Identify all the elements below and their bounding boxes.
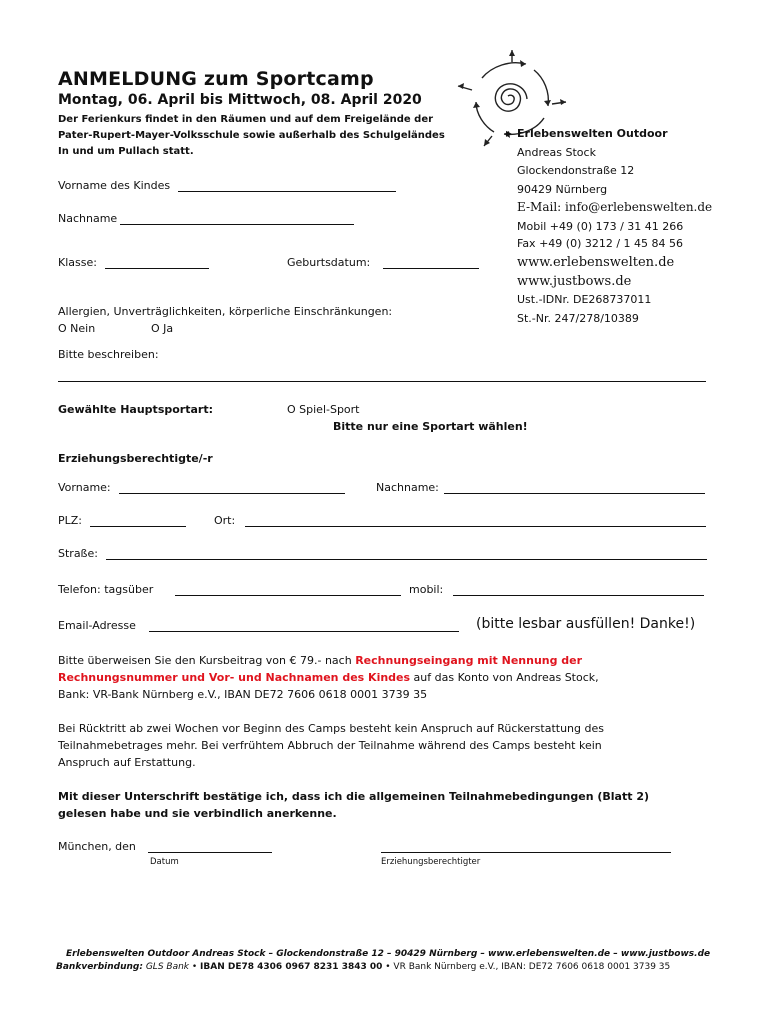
footer-iban-1: IBAN DE78 4306 0967 8231 3843 00 — [200, 962, 383, 972]
sport-option[interactable]: O Spiel-Sport — [287, 403, 360, 416]
phone-mobile-label: mobil: — [409, 583, 444, 596]
guardian-first-name-label: Vorname: — [58, 481, 111, 494]
city-label: Ort: — [214, 514, 236, 527]
footer-bank-2: • VR Bank Nürnberg e.V., IBAN: DE72 7606 0618 0001 3739 35 — [382, 962, 671, 972]
street-field[interactable] — [106, 559, 707, 560]
signer-caption: Erziehungsberechtigter — [381, 857, 481, 867]
legible-note: (bitte lesbar ausfüllen! Danke!) — [476, 616, 696, 632]
zip-label: PLZ: — [58, 514, 83, 527]
organizer-mobile: Mobil +49 (0) 173 / 31 41 266 — [517, 220, 684, 233]
organizer-name: Erlebenswelten Outdoor — [517, 127, 668, 140]
location-line-2: Pater-Rupert-Mayer-Volksschule sowie außerhalb des Schulgeländes — [58, 130, 445, 141]
organizer-city: 90429 Nürnberg — [517, 183, 608, 196]
cancellation-line-3: Anspruch auf Erstattung. — [58, 756, 196, 769]
birth-date-field[interactable] — [383, 268, 479, 269]
cancellation-line-1: Bei Rücktritt ab zwei Wochen vor Beginn des Camps besteht kein Anspruch auf Rückerstattung des — [58, 722, 604, 735]
consent-line-1: Mit dieser Unterschrift bestätige ich, dass ich die allgemeinen Teilnahmebedingungen (Blatt 2) — [58, 790, 650, 803]
guardian-last-name-label: Nachname: — [376, 481, 439, 494]
organizer-street: Glockendonstraße 12 — [517, 164, 635, 177]
street-label: Straße: — [58, 547, 98, 560]
payment-highlight-2: Rechnungsnummer und Vor- und Nachnamen des Kindes — [58, 671, 411, 684]
class-label: Klasse: — [58, 256, 97, 269]
form-title: ANMELDUNG zum Sportcamp — [58, 68, 374, 90]
email-field[interactable] — [149, 631, 459, 632]
consent-line-2: gelesen habe und sie verbindlich anerkenne. — [58, 807, 337, 820]
zip-field[interactable] — [90, 526, 186, 527]
date-caption: Datum — [150, 857, 179, 867]
organizer-tax: St.-Nr. 247/278/10389 — [517, 312, 639, 325]
payment-line-2 — [58, 671, 599, 684]
place-date-label: München, den — [58, 840, 136, 853]
organizer-fax: Fax +49 (0) 3212 / 1 45 84 56 — [517, 237, 684, 250]
cancellation-line-2: Teilnahmebetrages mehr. Bei verfrühtem Abbruch der Teilnahme während des Camps besteht kein — [58, 739, 602, 752]
payment-line-1 — [58, 654, 582, 667]
location-line-1: Der Ferienkurs findet in den Räumen und auf dem Freigelände der — [58, 114, 434, 125]
organizer-email — [517, 200, 712, 214]
child-first-name-label: Vorname des Kindes — [58, 179, 171, 192]
phone-day-label: Telefon: tagsüber — [58, 583, 154, 596]
logo-arrow-icon: ▸ — [506, 126, 513, 140]
child-first-name-field[interactable] — [178, 191, 396, 192]
location-line-3: In und um Pullach statt. — [58, 146, 194, 157]
organizer-web-1: www.erlebenswelten.de — [517, 255, 675, 270]
guardian-heading: Erziehungsberechtigte/-r — [58, 452, 213, 465]
organizer-email-text: E-Mail: info@erlebenswelten.de — [517, 200, 713, 214]
payment-line-3: Bank: VR-Bank Nürnberg e.V., IBAN DE72 7606 0618 0001 3739 35 — [58, 688, 428, 701]
footer-address: Erlebenswelten Outdoor Andreas Stock – Glockendonstraße 12 – 90429 Nürnberg – www.erlebenswelten.de – www.justbows.de — [66, 949, 711, 959]
guardian-first-name-field[interactable] — [119, 493, 345, 494]
allergies-option-no[interactable]: O Nein — [58, 322, 96, 335]
organizer-person: Andreas Stock — [517, 146, 596, 159]
sport-note: Bitte nur eine Sportart wählen! — [333, 420, 528, 433]
email-label: Email-Adresse — [58, 619, 136, 632]
organizer-web-2: www.justbows.de — [517, 274, 632, 289]
camp-dates: Montag, 06. April bis Mittwoch, 08. April 2020 — [58, 92, 422, 108]
phone-day-field[interactable] — [175, 595, 401, 596]
footer-bank-label: Bankverbindung: — [56, 962, 143, 972]
footer-bank-1: GLS Bank • — [142, 962, 201, 972]
guardian-last-name-field[interactable] — [444, 493, 705, 494]
sport-label: Gewählte Hauptsportart: — [58, 403, 213, 416]
city-field[interactable] — [245, 526, 706, 527]
payment-text-2: auf das Konto von Andreas Stock, — [410, 671, 599, 684]
birth-date-label: Geburtsdatum: — [287, 256, 371, 269]
describe-label: Bitte beschreiben: — [58, 348, 159, 361]
child-last-name-field[interactable] — [120, 224, 354, 225]
payment-highlight-1: Rechnungseingang mit Nennung der — [355, 654, 583, 667]
allergies-option-yes[interactable]: O Ja — [151, 322, 174, 335]
date-field[interactable] — [148, 852, 272, 853]
class-field[interactable] — [105, 268, 209, 269]
organizer-vat: Ust.-IDNr. DE268737011 — [517, 293, 652, 306]
footer-bank — [56, 962, 670, 972]
payment-text-1: Bitte überweisen Sie den Kursbeitrag von € 79.- nach — [58, 654, 356, 667]
child-last-name-label: Nachname — [58, 212, 118, 225]
phone-mobile-field[interactable] — [453, 595, 704, 596]
describe-field[interactable] — [58, 381, 706, 382]
allergies-label: Allergien, Unverträglichkeiten, körperliche Einschränkungen: — [58, 305, 393, 318]
signature-field[interactable] — [381, 852, 671, 853]
